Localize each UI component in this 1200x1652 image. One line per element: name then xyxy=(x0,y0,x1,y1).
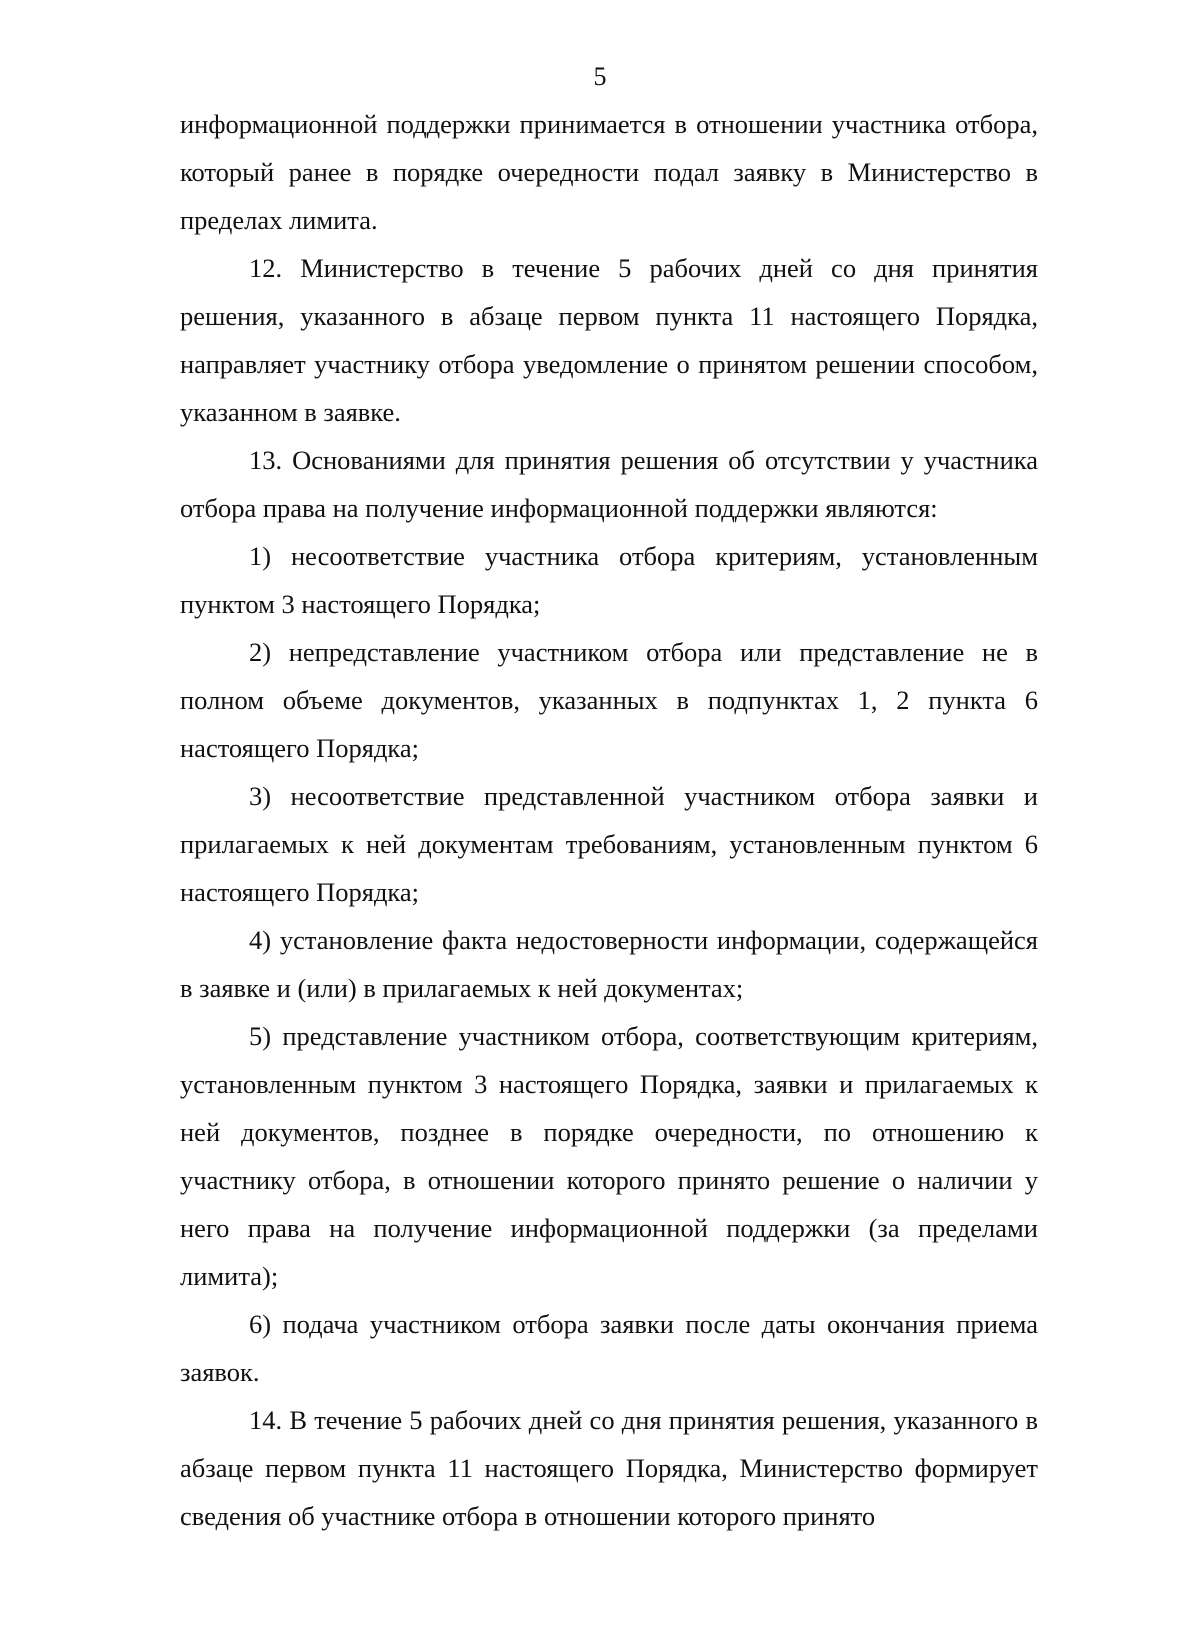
paragraph-continuation: информационной поддержки принимается в отношении участника отбора, который ранее в порядке очередности подал заявку в Министерство в пределах лимита. xyxy=(180,109,1038,235)
paragraph-item-14: 14. В течение 5 рабочих дней со дня принятия решения, указанного в абзаце первом пункта 11 настоящего Порядка, Министерство формирует сведения об участнике отбора в отношении которого принято xyxy=(180,1405,1038,1531)
paragraph-subitem-1: 1) несоответствие участника отбора критериям, установленным пунктом 3 настоящего Порядка; xyxy=(180,541,1038,619)
paragraph-subitem-4: 4) установление факта недостоверности информации, содержащейся в заявке и (или) в прилагаемых к ней документах; xyxy=(180,925,1038,1003)
page-number: 5 xyxy=(593,62,607,91)
paragraph-item-12: 12. Министерство в течение 5 рабочих дней со дня принятия решения, указанного в абзаце первом пункта 11 настоящего Порядка, направляет участнику отбора уведомление о принятом решении способом, указанном в заявке. xyxy=(180,253,1038,427)
paragraph-subitem-2: 2) непредставление участником отбора или представление не в полном объеме документов, указанных в подпунктах 1, 2 пункта 6 настоящего Порядка; xyxy=(180,637,1038,763)
paragraph-subitem-3: 3) несоответствие представленной участником отбора заявки и прилагаемых к ней документам требованиям, установленным пунктом 6 настоящего Порядка; xyxy=(180,781,1038,907)
paragraph-item-13: 13. Основаниями для принятия решения об отсутствии у участника отбора права на получение информационной поддержки являются: xyxy=(180,445,1038,523)
paragraph-subitem-6: 6) подача участником отбора заявки после даты окончания приема заявок. xyxy=(180,1309,1038,1387)
document-body xyxy=(180,100,1038,1540)
paragraph-subitem-5: 5) представление участником отбора, соответствующим критериям, установленным пунктом 3 настоящего Порядка, заявки и прилагаемых к ней документов, позднее в порядке очередности, по отношению к участнику отбора, в отношении которого принято решение о наличии у него права на получение информационной поддержки (за пределами лимита); xyxy=(180,1021,1038,1291)
